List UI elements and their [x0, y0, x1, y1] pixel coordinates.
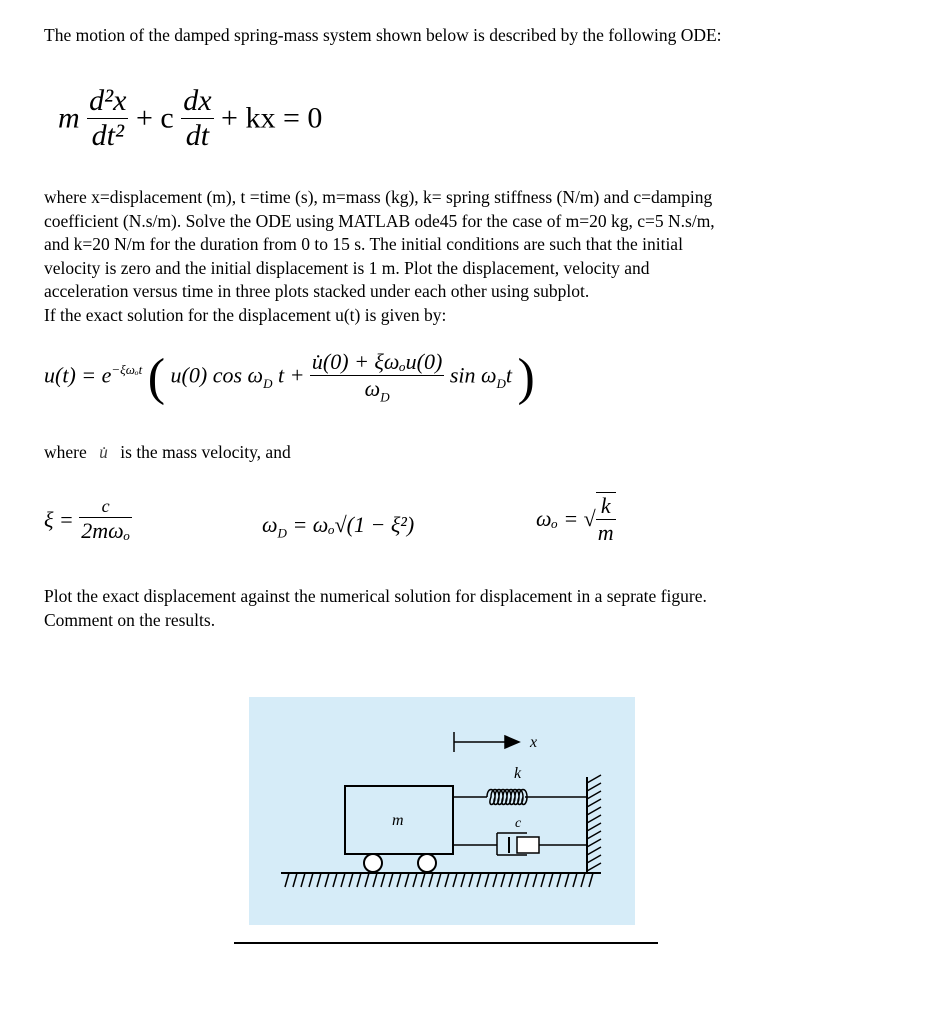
bottom-rule — [234, 942, 658, 944]
exact-fraction: $\frac{\text{u̇(0) + ξωₒu(0)}}{\omega_D}$ — [311, 349, 443, 405]
exact-lhs: u(t) = e — [44, 362, 112, 388]
ode-dx-frac: $\frac{dx}{dt}$ — [183, 84, 212, 152]
spring-mass-figure — [249, 697, 635, 925]
description-line: and k=20 N/m for the duration from 0 to 15 s. The initial conditions are such that the initial — [44, 234, 683, 254]
omega-0-definition: ωₒ = √ $\frac{k}{m}$ — [536, 493, 614, 545]
label-x: x — [530, 734, 538, 751]
label-c: c — [515, 816, 522, 831]
wheel-left — [364, 854, 382, 872]
description-line: If the exact solution for the displacement u(t) is given by: — [44, 304, 447, 325]
exact-first-term: u(0) cos ω — [170, 362, 264, 388]
ode-equation — [58, 84, 322, 153]
exact-close-paren: ) — [517, 349, 535, 406]
description-line: acceleration versus time in three plots stacked under each other using subplot. — [44, 281, 590, 301]
wheel-right — [418, 854, 436, 872]
description-line: where x=displacement (m), t =time (s), m=mass (kg), k= spring stiffness (N/m) and c=damping — [44, 187, 713, 207]
ode-d2x-frac: $\frac{\text{d²x}}{\text{dt²}}$ — [89, 84, 127, 152]
label-k: k — [514, 765, 522, 782]
description-line: velocity is zero and the initial displacement is 1 m. Plot the displacement, velocity and — [44, 257, 650, 278]
ode-plus-c: + c — [135, 101, 174, 135]
xi-definition: ξ = $\frac{c}{\text{2mωₒ}}$ — [44, 496, 130, 543]
exact-solution-equation: $u(t) = e^{-\xi\omega_ot}$ ( u(0) $\cos \omega_D$ t + $\frac{\text{u̇(0) + ξωₒu(0)}}{\omega_D}$ $\sin \omega_Dt$ ) — [44, 349, 535, 406]
description-line: coefficient (N.s/m). Solve the ODE using MATLAB ode45 for the case of m=20 kg, c=5 N.s/m, — [44, 210, 715, 231]
ode-m: m — [58, 101, 80, 135]
description-paragraph — [44, 186, 715, 327]
where-line: where u̇ is the mass velocity, and — [44, 442, 291, 462]
figure-background — [249, 697, 635, 925]
omega-d-definition: $\omega_D = \omega_o√(1 - \xi^2)$ — [262, 512, 415, 541]
intro-text: The motion of the damped spring-mass system shown below is described by the following ODE: — [44, 25, 722, 45]
exact-tail: sin ω — [449, 362, 497, 388]
exact-open-paren: ( — [147, 349, 166, 406]
ode-tail: + kx = 0 — [221, 101, 323, 135]
exact-exponent: −ξωₒt — [111, 362, 143, 378]
outro-line: Plot the exact displacement against the numerical solution for displacement in a seprate figure. — [44, 586, 707, 606]
outro-paragraph — [44, 585, 707, 632]
velocity-symbol: u̇ — [99, 442, 108, 462]
outro-line: Comment on the results. — [44, 609, 216, 630]
label-m: m — [392, 812, 404, 829]
